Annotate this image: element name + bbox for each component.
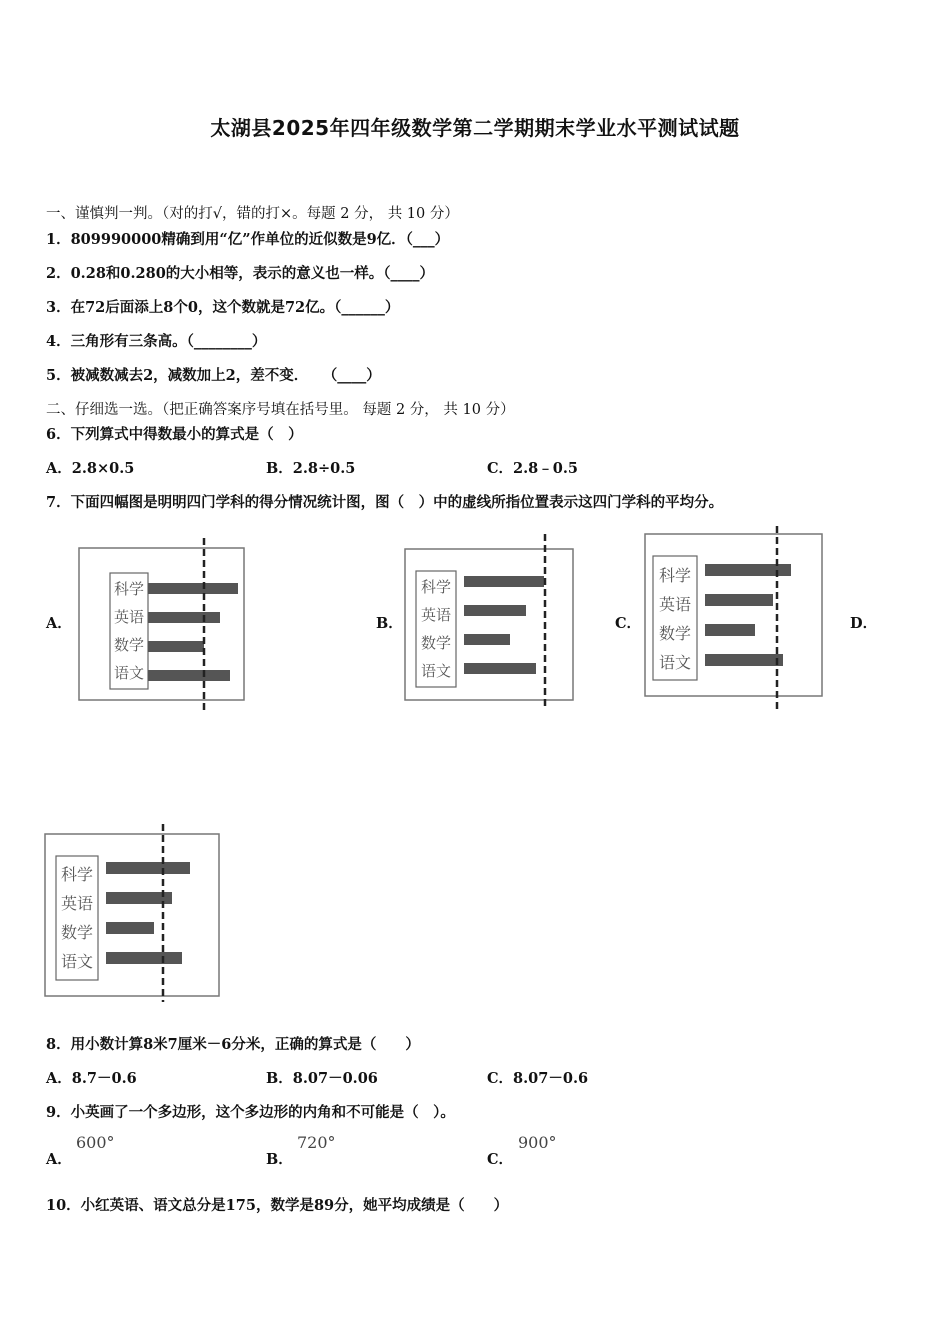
chart-a-bar-math bbox=[148, 641, 204, 652]
q7-label-b: B． bbox=[376, 615, 403, 632]
chart-d-bar-math bbox=[106, 922, 154, 934]
chart-a-bar-chinese bbox=[148, 670, 230, 681]
q8-option-b: B．8.07－0.06 bbox=[266, 1070, 378, 1087]
chart-c-label-chinese: 语文 bbox=[658, 653, 692, 672]
page-title: 太湖县2025年四年级数学第二学期期末学业水平测试试题 bbox=[210, 116, 740, 140]
chart-c-label-science: 科学 bbox=[658, 566, 692, 585]
chart-b-label-chinese: 语文 bbox=[420, 662, 452, 680]
question-6: 6．下列算式中得数最小的算式是（ ） bbox=[46, 426, 303, 443]
chart-b-bar-math bbox=[464, 634, 510, 645]
question-5: 5．被减数减去2，减数加上2，差不变． （____） bbox=[46, 367, 381, 384]
q6-option-a: A．2.8×0.5 bbox=[46, 460, 135, 477]
chart-d-bar-chinese bbox=[106, 952, 182, 964]
q7-label-a: A． bbox=[46, 615, 72, 632]
chart-a-label-science: 科学 bbox=[113, 580, 145, 598]
chart-c-bar-math bbox=[705, 624, 755, 636]
q7-label-c: C． bbox=[615, 615, 642, 632]
chart-a-label-chinese: 语文 bbox=[113, 664, 145, 682]
q9-option-a-letter: A． bbox=[46, 1151, 72, 1168]
chart-b-label-english: 英语 bbox=[420, 606, 452, 624]
chart-b-bar-science bbox=[464, 576, 544, 587]
question-1: 1．809990000精确到用“亿”作单位的近似数是9亿．（___） bbox=[46, 231, 450, 248]
chart-b-label-science: 科学 bbox=[420, 578, 452, 596]
chart-b bbox=[402, 534, 578, 710]
chart-b-bar-chinese bbox=[464, 663, 536, 674]
chart-c-label-math: 数学 bbox=[658, 624, 692, 643]
question-3: 3．在72后面添上8个0，这个数就是72亿。（______） bbox=[46, 299, 400, 316]
question-8: 8．用小数计算8米7厘米－6分米，正确的算式是（ ） bbox=[46, 1036, 420, 1053]
q8-option-a: A．8.7－0.6 bbox=[46, 1070, 137, 1087]
question-9: 9．小英画了一个多边形，这个多边形的内角和不可能是（ ）。 bbox=[46, 1104, 455, 1121]
chart-a-label-math: 数学 bbox=[113, 636, 145, 654]
q9-option-c-value: 900° bbox=[518, 1133, 557, 1152]
chart-d-bar-science bbox=[106, 862, 190, 874]
section2-heading: 二、仔细选一选。（把正确答案序号填在括号里。 每题 2 分， 共 10 分） bbox=[46, 402, 515, 418]
chart-d-label-math: 数学 bbox=[60, 923, 94, 942]
chart-c-bar-english bbox=[705, 594, 773, 606]
chart-d-label-english: 英语 bbox=[60, 894, 94, 913]
q8-option-c: C．8.07－0.6 bbox=[487, 1070, 589, 1087]
q7-label-d: D． bbox=[850, 615, 878, 632]
section1-heading: 一、谨慎判一判。（对的打√，错的打×。每题 2 分， 共 10 分） bbox=[46, 206, 459, 222]
q6-option-b: B．2.8÷0.5 bbox=[266, 460, 356, 477]
chart-d bbox=[42, 824, 224, 1006]
chart-a-label-english: 英语 bbox=[113, 608, 145, 626]
chart-a-bar-science bbox=[148, 583, 238, 594]
q9-option-c-letter: C． bbox=[487, 1151, 514, 1168]
chart-a bbox=[76, 538, 250, 714]
chart-b-bar-english bbox=[464, 605, 526, 616]
q6-option-c: C．2.8﹣0.5 bbox=[487, 460, 578, 477]
question-4: 4．三角形有三条高。（________） bbox=[46, 333, 267, 350]
chart-d-label-chinese: 语文 bbox=[60, 952, 94, 971]
chart-d-label-science: 科学 bbox=[60, 865, 94, 884]
question-10: 10．小红英语、语文总分是175，数学是89分，她平均成绩是（ ） bbox=[46, 1197, 509, 1214]
chart-c bbox=[642, 526, 826, 714]
chart-a-bar-english bbox=[148, 612, 220, 623]
question-2: 2．0.28和0.280的大小相等，表示的意义也一样。（____） bbox=[46, 265, 435, 282]
q9-option-a-value: 600° bbox=[76, 1133, 115, 1152]
chart-b-label-math: 数学 bbox=[420, 634, 452, 652]
chart-c-label-english: 英语 bbox=[658, 595, 692, 614]
chart-c-bar-chinese bbox=[705, 654, 783, 666]
question-7: 7．下面四幅图是明明四门学科的得分情况统计图，图（ ）中的虚线所指位置表示这四门学科的平均分。 bbox=[46, 494, 724, 511]
q9-option-b-value: 720° bbox=[297, 1133, 336, 1152]
q9-option-b-letter: B． bbox=[266, 1151, 293, 1168]
